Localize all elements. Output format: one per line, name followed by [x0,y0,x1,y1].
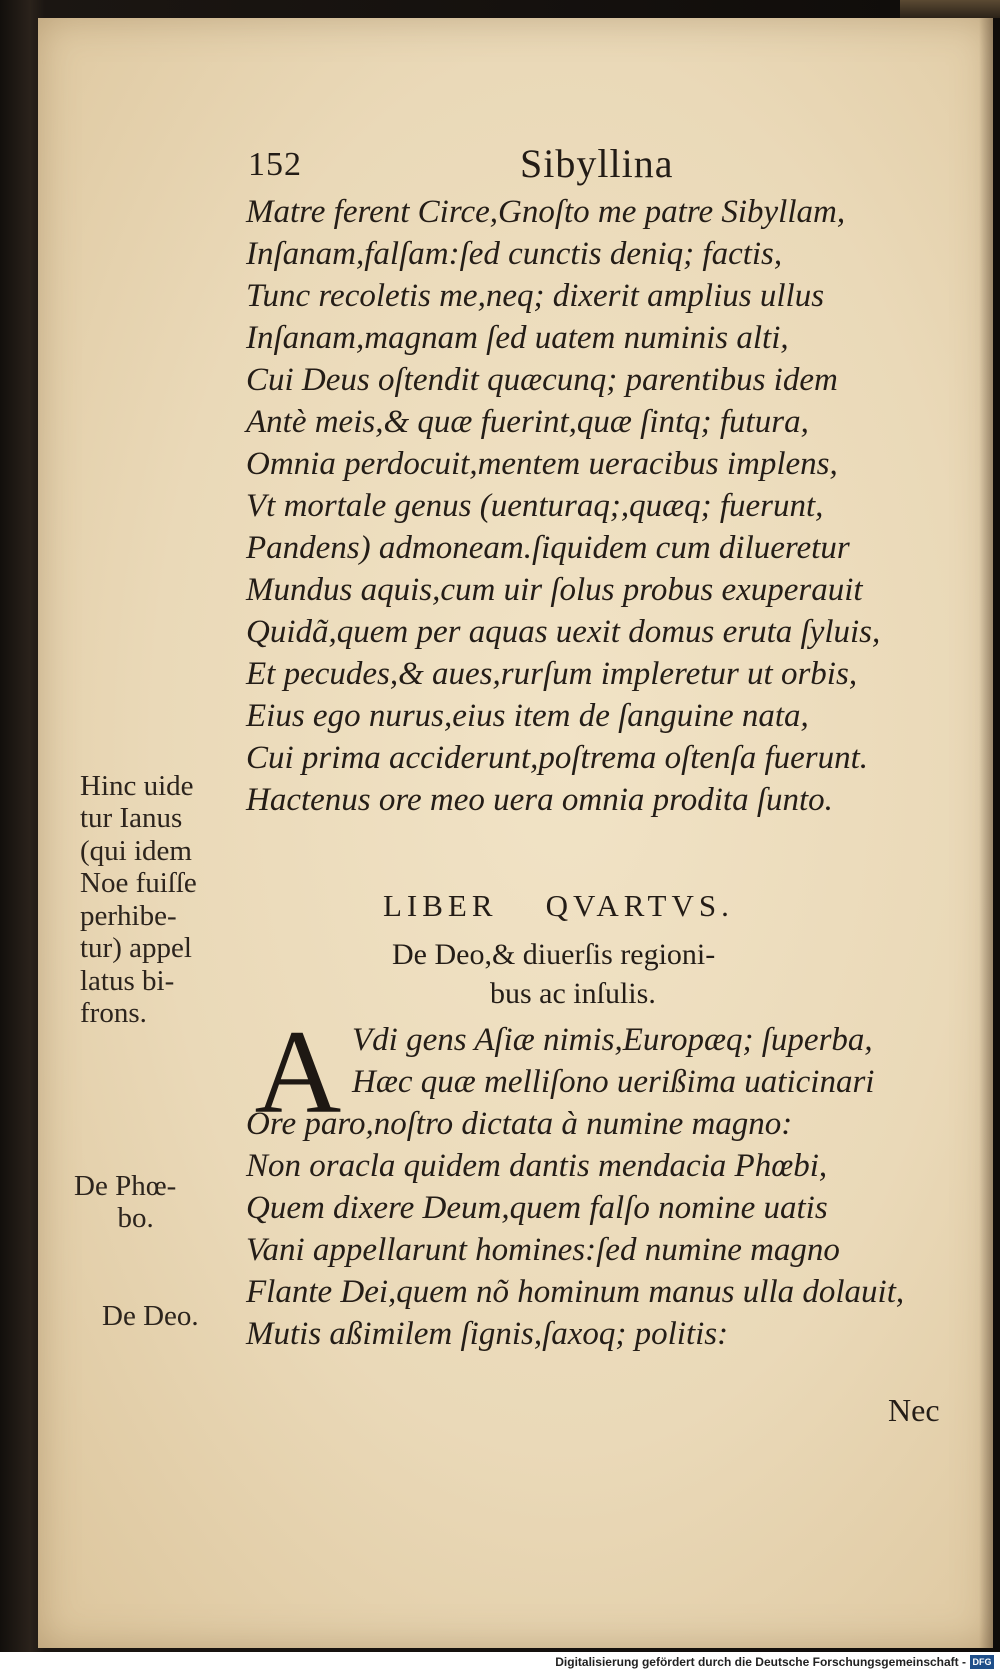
verse-line: Et pecudes,& aues,rurſum impleretur ut orbis, [246,656,858,692]
verse-line: Flante Dei,quem nõ hominum manus ulla dolauit, [246,1274,905,1310]
verse-line: Quem dixere Deum,quem falſo nomine uatis [246,1190,828,1226]
verse-line: Matre ferent Circe,Gnoſto me patre Sibyllam, [246,194,846,230]
running-head: Sibyllina [520,141,674,186]
catchword: Nec [888,1392,940,1428]
section-subtitle: bus ac inſulis. [490,977,656,1010]
dfg-logo: DFG [970,1655,994,1669]
section-title-word: LIBER [383,888,498,923]
verse-line: Mundus aquis,cum uir ſolus probus exuperauit [246,572,863,608]
section-title-word: QVARTVS. [545,888,734,923]
verse-line: Cui prima acciderunt,poſtrema oſtenſa fuerunt. [246,740,869,776]
verse-line: Non oracla quidem dantis mendacia Phœbi, [246,1148,828,1184]
verse-line: Vani appellarunt homines:ſed numine magno [246,1232,840,1268]
verse-line: Vdi gens Aſiæ nimis,Europæq; ſuperba, [352,1022,873,1058]
verse-line: Inſanam,magnam ſed uatem numinis alti, [246,320,789,356]
verse-line: Hæc quæ melliſono uerißima uaticinari [352,1064,875,1100]
verse-line: Inſanam,falſam:ſed cunctis deniq; factis, [246,236,783,272]
verse-line: Ore paro,noſtro dictata à numine magno: [246,1106,793,1142]
verse-line: Tunc recoletis me,neq; dixerit amplius ullus [246,278,825,314]
verse-line: Cui Deus oſtendit quæcunq; parentibus idem [246,362,838,398]
next-page-edge [900,0,1000,18]
margin-note-janus: Hinc uide tur Ianus (qui idem Noe fuiſſe perhibe- tur) appel latus bi- frons. [80,770,197,1030]
verse-line: Antè meis,& quæ fuerint,quæ ſintq; futura, [246,404,809,440]
verse-line: Pandens) admoneam.ſiquidem cum dilueretur [246,530,850,566]
verse-line: Hactenus ore meo uera omnia prodita ſunto. [246,782,833,818]
section-subtitle: De Deo,& diuerſis regioni- [392,938,716,971]
dropcap-letter: A [254,1020,342,1120]
section-title [383,888,734,924]
page-header [0,140,1000,190]
footer-bar [0,1652,1000,1674]
verse-line: Quidã,quem per aquas uexit domus eruta ſyluis, [246,614,881,650]
dropcap [248,1020,348,1120]
page-number: 152 [248,146,302,183]
margin-note-deo: De Deo. [102,1300,199,1332]
footer-credit: Digitalisierung gefördert durch die Deutsche Forschungsgemeinschaft - [555,1655,966,1669]
verse-line: Omnia perdocuit,mentem ueracibus implens, [246,446,838,482]
verse-line: Eius ego nurus,eius item de ſanguine nata, [246,698,809,734]
margin-note-phoebus: De Phœ- bo. [74,1170,177,1235]
verse-line: Mutis aßimilem ſignis,ſaxoq; politis: [246,1316,729,1352]
verse-line: Vt mortale genus (uenturaq;,quæq; fuerunt, [246,488,824,524]
